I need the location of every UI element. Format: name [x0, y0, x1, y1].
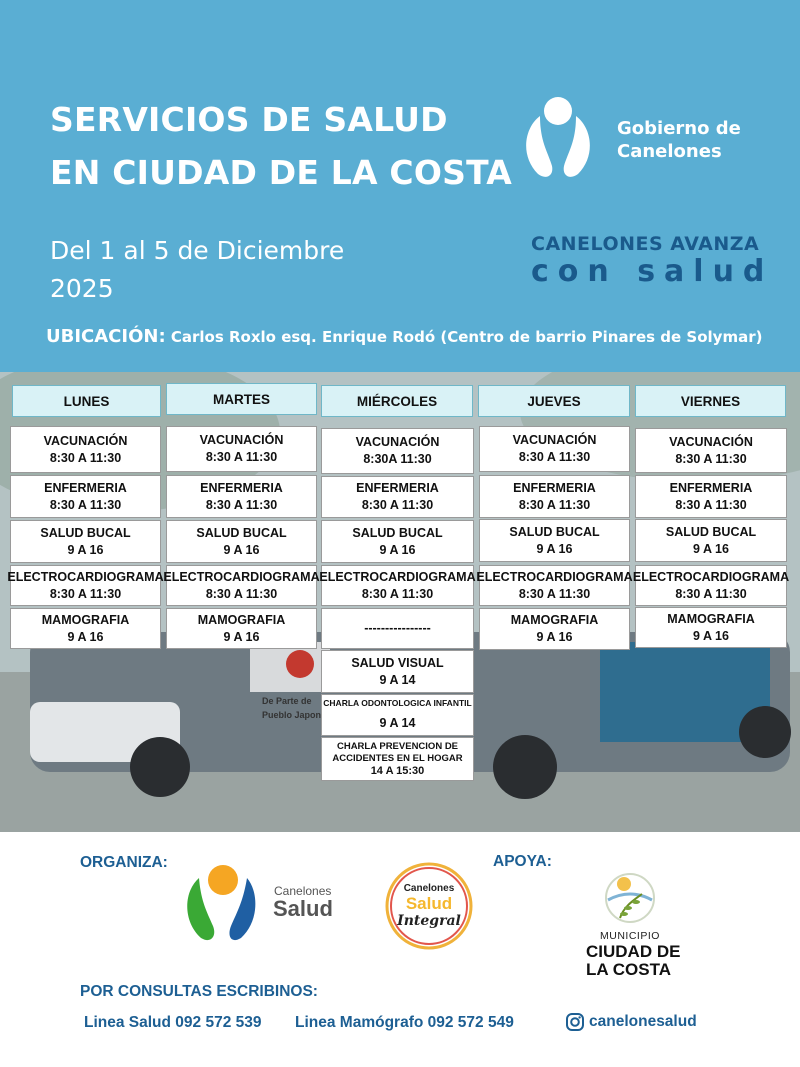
day-header-miercoles: MIÉRCOLES: [321, 385, 473, 417]
miercoles-salud-visual: [321, 650, 474, 693]
service-name: ENFERMERIA: [44, 480, 127, 495]
jueves-salud-bucal: [479, 519, 630, 562]
service-time: 8:30 A 11:30: [518, 450, 591, 464]
service-time: 8:30A 11:30: [363, 452, 432, 466]
service-time: 8:30 A 11:30: [49, 450, 122, 465]
service-time: 9 A 16: [693, 628, 729, 643]
empty-dashes: ----------------: [364, 621, 431, 635]
miercoles-vacunacion: [321, 428, 474, 474]
service-time: 9 A 16: [67, 542, 104, 557]
apoya-label: APOYA:: [493, 853, 552, 870]
day-header-viernes: VIERNES: [635, 385, 786, 417]
integral-line-1: Canelones: [403, 883, 455, 894]
service-name: ENFERMERIA: [669, 480, 753, 495]
municipio-logo-icon: [598, 870, 662, 926]
service-time: 8:30 A 11:30: [675, 451, 747, 466]
miercoles-salud-bucal: [321, 520, 474, 563]
service-name: SALUD BUCAL: [509, 524, 600, 539]
day-header-jueves: JUEVES: [478, 385, 630, 417]
service-name: ELECTROCARDIOGRAMA: [632, 569, 790, 584]
martes-electrocardiograma: [163, 565, 320, 606]
service-name: ENFERMERIA: [356, 481, 439, 495]
slogan-line-1: CANELONES AVANZA: [531, 233, 760, 255]
service-time: 8:30 A 11:30: [49, 497, 122, 512]
service-name: SALUD BUCAL: [40, 525, 131, 540]
service-time: 8:30 A 11:30: [49, 586, 122, 601]
consultas-label: POR CONSULTAS ESCRIBINOS:: [80, 983, 318, 1000]
salud-integral-logo-icon: [383, 861, 475, 951]
service-name: MAMOGRAFIA: [667, 611, 755, 626]
day-header-martes: MARTES: [166, 383, 317, 415]
viernes-salud-bucal: [635, 519, 787, 562]
slogan-line-2: con salud: [531, 254, 774, 289]
viernes-vacunacion: [635, 428, 787, 473]
service-time: 8:30 A 11:30: [675, 497, 747, 512]
martes-vacunacion: [166, 426, 317, 472]
date-range-line-2: 2025: [50, 274, 114, 303]
viernes-mamografia: [635, 607, 787, 648]
page-title-line-2: EN CIUDAD DE LA COSTA: [50, 153, 512, 192]
martes-mamografia: [166, 608, 317, 649]
service-name: SALUD VISUAL: [351, 655, 444, 670]
municipio-line-1: CIUDAD DE: [586, 942, 681, 961]
miercoles-electrocardiograma: [321, 565, 474, 606]
service-name: SALUD BUCAL: [196, 525, 287, 540]
location-label: UBICACIÓN:: [46, 326, 166, 347]
service-name: ELECTROCARDIOGRAMA: [7, 569, 164, 584]
miercoles-charla-prevencion: [321, 737, 474, 781]
service-name: ELECTROCARDIOGRAMA: [319, 569, 476, 584]
page-title-line-1: SERVICIOS DE SALUD: [50, 100, 448, 139]
gobierno-text-line-1: Gobierno de: [617, 118, 741, 139]
organiza-label: ORGANIZA:: [80, 854, 168, 871]
jueves-enfermeria: [479, 475, 630, 518]
service-time: 8:30 A 11:30: [361, 586, 434, 601]
service-name: ELECTROCARDIOGRAMA: [476, 569, 633, 584]
service-name: ENFERMERIA: [513, 480, 596, 495]
integral-line-2: Salud: [405, 894, 453, 913]
service-time: 9 A 16: [379, 542, 416, 557]
martes-salud-bucal: [166, 520, 317, 563]
date-range-line-1: Del 1 al 5 de Diciembre: [50, 236, 345, 265]
service-time: 8:30 A 11:30: [205, 586, 278, 601]
instagram-icon: [565, 1012, 585, 1032]
jueves-mamografia: [479, 608, 630, 650]
service-name: SALUD BUCAL: [665, 524, 757, 539]
linea-salud-phone: Linea Salud 092 572 539: [84, 1014, 262, 1031]
service-name: MAMOGRAFIA: [510, 613, 599, 627]
miercoles-empty-slot: [321, 608, 474, 649]
service-name: VACUNACIÓN: [669, 434, 753, 449]
service-time: 8:30 A 11:30: [205, 497, 278, 512]
bus-text-2: Pueblo Japon: [262, 710, 322, 720]
day-header-lunes: LUNES: [12, 385, 161, 417]
martes-enfermeria: [166, 475, 317, 518]
lunes-mamografia: [10, 608, 161, 649]
viernes-electrocardiograma: [632, 565, 790, 606]
service-time: 9 A 16: [223, 629, 260, 644]
service-name: ENFERMERIA: [200, 480, 283, 495]
service-time: 8:30 A 11:30: [518, 586, 591, 601]
gobierno-text-line-2: Canelones: [617, 141, 722, 162]
service-time: 9 A 16: [693, 541, 729, 556]
gobierno-canelones-logo-icon: [518, 94, 598, 180]
lunes-salud-bucal: [10, 520, 161, 563]
service-time: 9 A 16: [536, 630, 573, 644]
service-name: SALUD BUCAL: [352, 525, 443, 540]
miercoles-enfermeria: [321, 476, 474, 518]
service-name: VACUNACIÓN: [355, 435, 440, 449]
lunes-vacunacion: [10, 426, 161, 473]
miercoles-charla-odontologica: [321, 694, 474, 736]
service-time: 9 A 14: [379, 716, 416, 730]
service-time: 9 A 16: [67, 629, 104, 644]
municipio-line-2: LA COSTA: [586, 960, 671, 979]
canelones-salud-logo-icon: [183, 862, 258, 942]
service-time: 9 A 16: [536, 541, 573, 556]
canelones-salud-small-text: Canelones: [274, 884, 332, 898]
service-name: CHARLA PREVENCION DE ACCIDENTES EN EL HOGAR: [332, 741, 463, 764]
service-time: 14 A 15:30: [370, 765, 425, 777]
service-name: CHARLA ODONTOLOGICA INFANTIL: [323, 698, 472, 708]
lunes-enfermeria: [10, 475, 161, 518]
service-time: 8:30 A 11:30: [518, 497, 591, 512]
municipio-small-text: MUNICIPIO: [600, 930, 660, 942]
service-name: VACUNACIÓN: [43, 433, 128, 448]
service-name: ELECTROCARDIOGRAMA: [163, 569, 320, 584]
header-banner: [0, 0, 800, 372]
viernes-enfermeria: [635, 475, 787, 518]
instagram-handle[interactable]: canelonesalud: [589, 1013, 697, 1030]
location-value: Carlos Roxlo esq. Enrique Rodó (Centro de barrio Pinares de Solymar): [165, 328, 763, 346]
service-name: VACUNACIÓN: [199, 433, 284, 447]
jueves-vacunacion: [479, 426, 630, 472]
bus-text-1: De Parte de: [262, 696, 312, 706]
service-name: MAMOGRAFIA: [41, 612, 130, 627]
service-name: MAMOGRAFIA: [197, 612, 286, 627]
service-time: 9 A 14: [379, 672, 416, 687]
lunes-electrocardiograma: [7, 565, 164, 606]
service-time: 8:30 A 11:30: [361, 498, 434, 512]
service-time: 8:30 A 11:30: [205, 450, 278, 464]
jueves-electrocardiograma: [476, 565, 633, 606]
integral-line-3: Integral: [397, 913, 461, 929]
service-time: 8:30 A 11:30: [675, 586, 747, 601]
linea-mamografo-phone: Linea Mamógrafo 092 572 549: [295, 1014, 514, 1031]
service-name: VACUNACIÓN: [512, 433, 597, 447]
canelones-salud-big-text: Salud: [273, 896, 333, 921]
service-time: 9 A 16: [223, 542, 260, 557]
location-line: [46, 326, 762, 347]
